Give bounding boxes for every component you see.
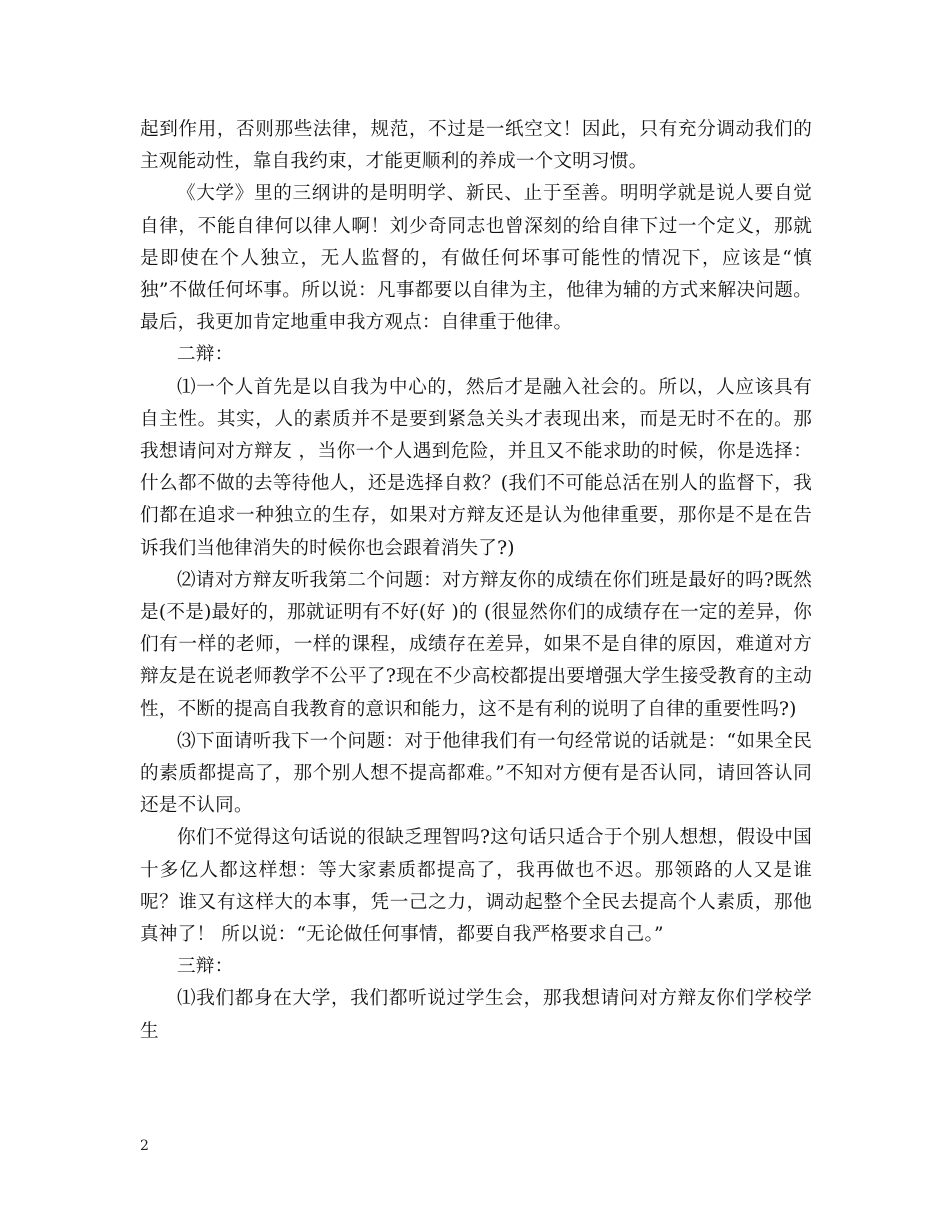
paragraph: 《大学》里的三纲讲的是明明学、新民、止于至善。明明学就是说人要自觉自律，不能自律何以律人啊！刘少奇同志也曾深刻的给自律下过一个定义，那就是即使在个人独立，无人监督的，有做任何坏事可能性的情况下，应该是“慎独”不做任何坏事。所以说：凡事都要以自律为主，他律为辅的方式来解决问题。最后，我更加肯定地重申我方观点：自律重于他律。 xyxy=(140,183,812,334)
paragraph: ⑵请对方辩友听我第二个问题：对方辩友你的成绩在你们班是最好的吗?既然是(不是)最好的，那就证明有不好(好 )的 (很显然你们的成绩存在一定的差异，你们有一样的老师，一样的课程，成绩存在差异，如果不是自律的原因，难道对方辩友是在说老师教学不公平了?现在不少高校都提出要增强大学生接受教育的主动性，不断的提高自我教育的意识和能力，这不是有利的说明了自律的重要性吗?) xyxy=(140,569,812,720)
paragraph: ⑶下面请听我下一个问题：对于他律我们有一句经常说的话就是：“如果全民的素质都提高了，那个别人想不提高都难。”不知对方便有是否认同，请回答认同还是不认同。 xyxy=(140,730,812,817)
document-body xyxy=(140,114,812,1048)
paragraph: 起到作用，否则那些法律，规范，不过是一纸空文！因此，只有充分调动我们的主观能动性，靠自我约束，才能更顺利的养成一个文明习惯。 xyxy=(140,119,812,173)
paragraph: 你们不觉得这句话说的很缺乏理智吗?这句话只适合于个别人想想，假设中国十多亿人都这样想：等大家素质都提高了，我再做也不迟。那领路的人又是谁呢？谁又有这样大的本事，凭一己之力，调动起整个全民去提高个人素质，那他真神了！ 所以说：“无论做任何事情，都要自我严格要求自己。” xyxy=(140,827,812,946)
section-heading-third-debater: 三辩： xyxy=(177,956,234,978)
section-heading-second-debater: 二辩： xyxy=(177,344,234,366)
page-number: 2 xyxy=(140,1138,149,1154)
paragraph: ⑴我们都身在大学，我们都听说过学生会，那我想请问对方辩友你们学校学生 xyxy=(140,988,812,1042)
paragraph: ⑴一个人首先是以自我为中心的，然后才是融入社会的。所以，人应该具有自主性。其实，人的素质并不是要到紧急关头才表现出来，而是无时不在的。那我想请问对方辩友 ，当你一个人遇到危险，并且又不能求助的时候，你是选择：什么都不做的去等待他人，还是选择自救？(我们不可能总活在别人的监督下，我们都在追求一种独立的生存，如果对方辩友还是认为他律重要，那你是不是在告诉我们当他律消失的时候你也会跟着消失了?) xyxy=(140,376,812,559)
